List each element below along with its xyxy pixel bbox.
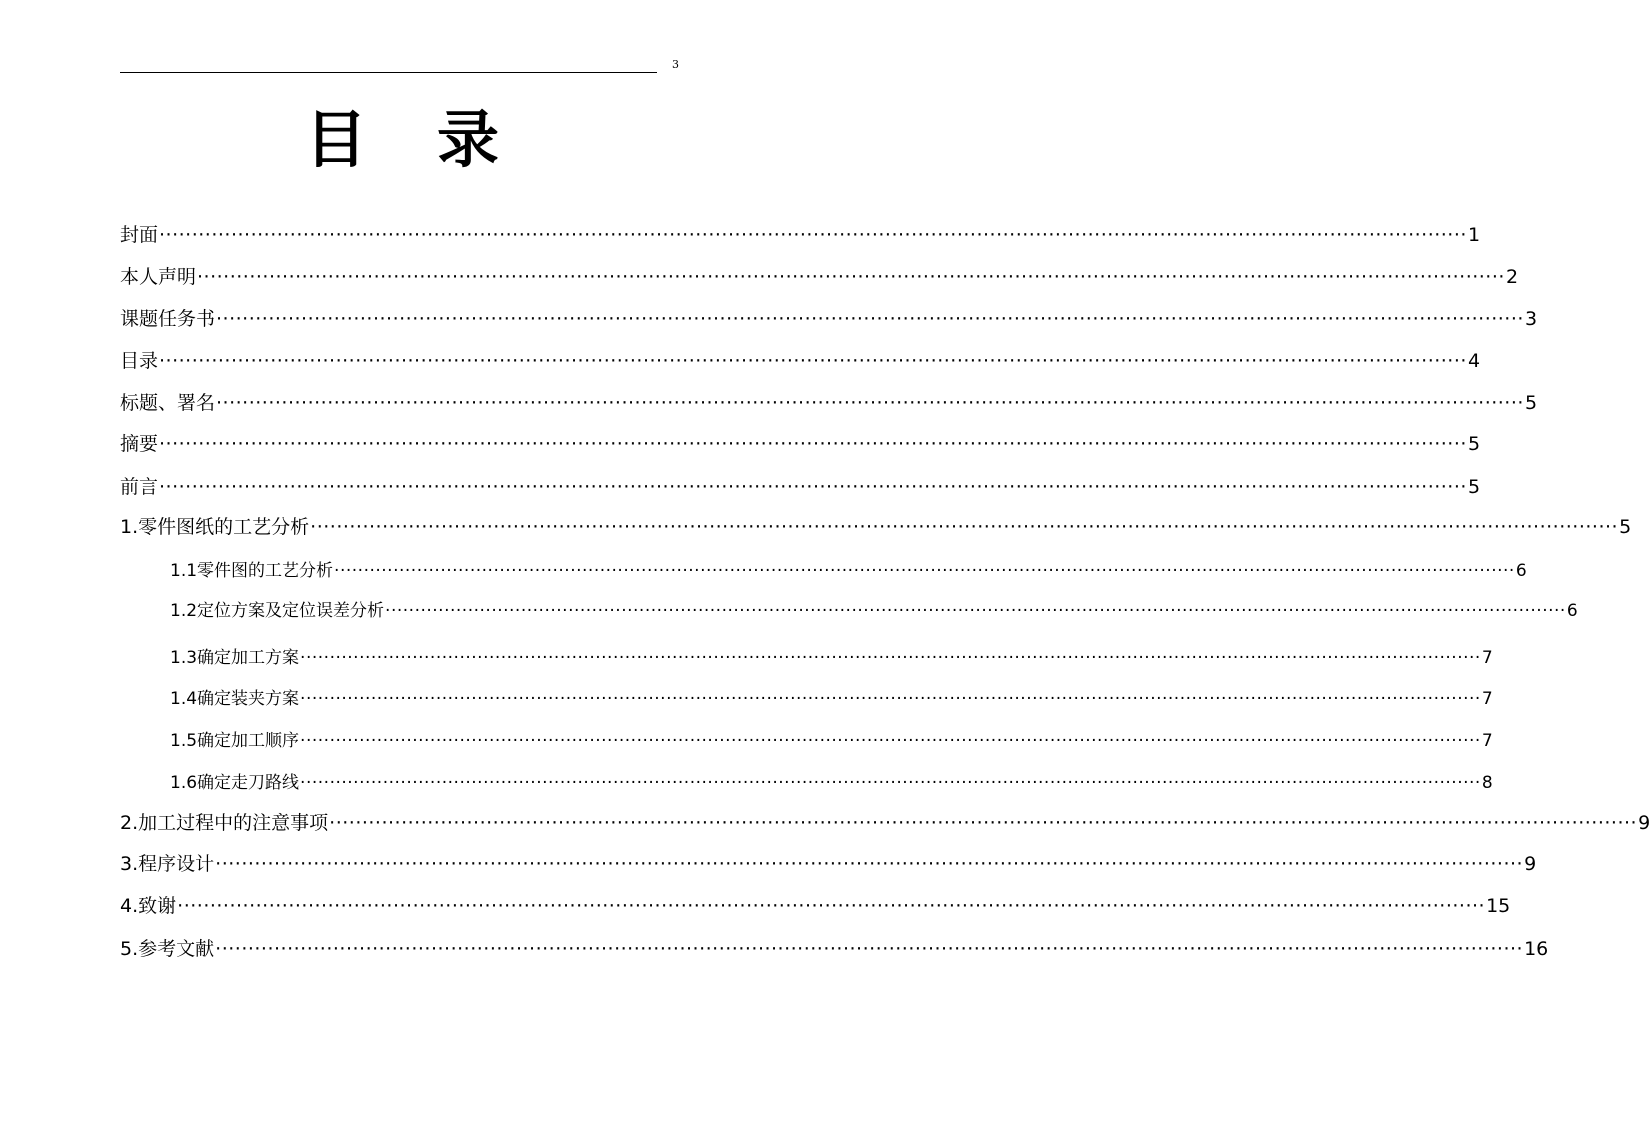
toc-dot-leader: ········································································································································································································ bbox=[300, 689, 1481, 709]
toc-entry-page: 9 bbox=[1638, 812, 1650, 834]
toc-entry-page: 5 bbox=[1524, 392, 1538, 414]
toc-entry bbox=[120, 306, 1538, 332]
toc-entry-number: 1.3 bbox=[170, 648, 198, 668]
toc-entry-number: 1.4 bbox=[170, 689, 198, 709]
toc-entry-page: 15 bbox=[1486, 895, 1511, 917]
toc-entry-label: 确定加工方案 bbox=[197, 648, 300, 668]
toc-entry-label: 零件图纸的工艺分析 bbox=[138, 516, 310, 538]
page-number: 3 bbox=[672, 58, 679, 71]
toc-entry-page: 7 bbox=[1481, 731, 1493, 751]
toc-entry-page: 8 bbox=[1481, 773, 1493, 793]
toc-entry-page: 1 bbox=[1467, 224, 1481, 246]
toc-entry-number: 4. bbox=[120, 895, 139, 917]
toc-dot-leader: ········································································································································································································ bbox=[197, 266, 1505, 288]
toc-entry bbox=[120, 222, 1481, 248]
toc-dot-leader: ········································································································································································································ bbox=[216, 308, 1524, 330]
toc-dot-leader: ········································································································································································································ bbox=[159, 224, 1467, 246]
toc-entry-label: 摘要 bbox=[120, 433, 159, 455]
toc-entry-page: 2 bbox=[1505, 266, 1519, 288]
toc-entry-label: 本人声明 bbox=[120, 266, 197, 288]
toc-entry-number: 1.6 bbox=[170, 773, 198, 793]
page-title bbox=[0, 100, 800, 180]
toc-dot-leader: ········································································································································································································ bbox=[300, 773, 1481, 793]
toc-entry bbox=[120, 264, 1519, 290]
toc-entry-number: 1.5 bbox=[170, 731, 198, 751]
toc-dot-leader: ········································································································································································································ bbox=[159, 476, 1467, 498]
toc-entry-label: 程序设计 bbox=[138, 853, 215, 875]
title-char-2: 录 bbox=[437, 103, 500, 176]
toc-dot-leader: ········································································································································································································ bbox=[329, 812, 1638, 834]
toc-entry bbox=[120, 474, 1481, 500]
toc-entry-label: 前言 bbox=[120, 476, 159, 498]
toc-entry bbox=[120, 431, 1481, 457]
toc-entry-page: 6 bbox=[1566, 601, 1578, 621]
toc-entry-label: 定位方案及定位误差分析 bbox=[197, 601, 385, 621]
toc-entry-page: 7 bbox=[1481, 648, 1493, 668]
toc-entry-page: 5 bbox=[1467, 433, 1481, 455]
toc-entry bbox=[170, 558, 1527, 584]
toc-entry-number: 2. bbox=[120, 812, 139, 834]
toc-dot-leader: ········································································································································································································ bbox=[300, 648, 1481, 668]
toc-entry-page: 5 bbox=[1467, 476, 1481, 498]
toc-dot-leader: ········································································································································································································ bbox=[334, 561, 1515, 581]
toc-entry-label: 参考文献 bbox=[138, 938, 215, 960]
toc-entry-label: 封面 bbox=[120, 224, 159, 246]
toc-entry-number: 1.1 bbox=[170, 561, 198, 581]
toc-entry-page: 7 bbox=[1481, 689, 1493, 709]
toc-entry-label: 目录 bbox=[120, 350, 159, 372]
toc-entry bbox=[120, 851, 1537, 877]
toc-entry-page: 6 bbox=[1515, 561, 1527, 581]
toc-entry-page: 9 bbox=[1524, 853, 1537, 875]
header-rule bbox=[120, 72, 657, 73]
toc-entry-number: 3. bbox=[120, 853, 139, 875]
toc-dot-leader: ········································································································································································································ bbox=[177, 895, 1486, 917]
toc-entry bbox=[170, 728, 1493, 754]
toc-entry-label: 加工过程中的注意事项 bbox=[138, 812, 329, 834]
toc-entry-label: 课题任务书 bbox=[120, 308, 216, 330]
toc-entry bbox=[120, 390, 1538, 416]
toc-entry bbox=[120, 810, 1650, 836]
toc-dot-leader: ········································································································································································································ bbox=[215, 938, 1524, 960]
toc-dot-leader: ········································································································································································································ bbox=[385, 601, 1566, 621]
toc-entry-label: 确定走刀路线 bbox=[197, 773, 300, 793]
toc-entry-label: 确定装夹方案 bbox=[197, 689, 300, 709]
toc-dot-leader: ········································································································································································································ bbox=[215, 853, 1524, 875]
toc-entry-page: 5 bbox=[1619, 516, 1632, 538]
toc-entry-label: 标题、署名 bbox=[120, 392, 216, 414]
toc-entry bbox=[120, 514, 1632, 540]
toc-dot-leader: ········································································································································································································ bbox=[159, 433, 1467, 455]
toc-entry-number: 5. bbox=[120, 938, 139, 960]
toc-dot-leader: ········································································································································································································ bbox=[300, 731, 1481, 751]
toc-entry bbox=[120, 348, 1481, 374]
toc-entry-label: 零件图的工艺分析 bbox=[197, 561, 334, 581]
toc-entry-page: 3 bbox=[1524, 308, 1538, 330]
toc-entry-page: 4 bbox=[1467, 350, 1481, 372]
toc-entry-page: 16 bbox=[1524, 938, 1549, 960]
toc-entry bbox=[170, 598, 1578, 624]
toc-entry-number: 1. bbox=[120, 516, 139, 538]
toc-entry bbox=[170, 686, 1493, 712]
toc-dot-leader: ········································································································································································································ bbox=[310, 516, 1619, 538]
title-char-1: 目 bbox=[305, 103, 368, 176]
toc-dot-leader: ········································································································································································································ bbox=[216, 392, 1524, 414]
toc-entry bbox=[120, 936, 1549, 962]
toc-entry bbox=[170, 770, 1493, 796]
toc-entry-label: 确定加工顺序 bbox=[197, 731, 300, 751]
toc-entry bbox=[120, 893, 1511, 919]
toc-entry bbox=[170, 645, 1493, 671]
toc-entry-label: 致谢 bbox=[138, 895, 177, 917]
toc-dot-leader: ········································································································································································································ bbox=[159, 350, 1467, 372]
toc-entry-number: 1.2 bbox=[170, 601, 198, 621]
